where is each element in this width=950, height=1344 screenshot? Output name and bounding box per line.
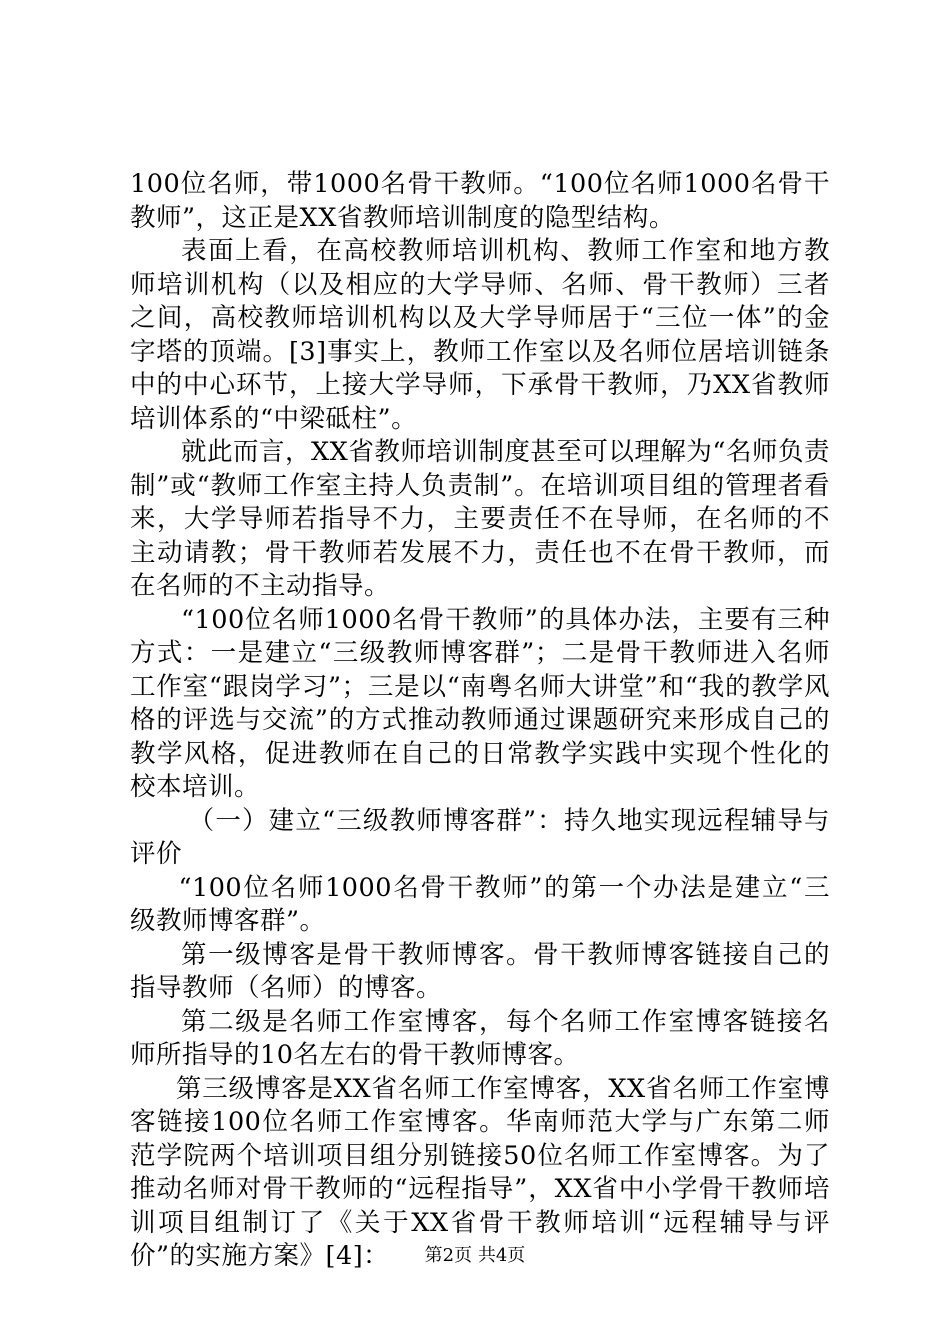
- paragraph-3: 就此而言，XX省教师培训制度甚至可以理解为“名师负责制”或“教师工作室主持人负责制”。在培训项目组的管理者看来，大学导师若指导不力，主要责任不在导师，在名师的不主动请教；骨干教师若发展不力，责任也不在骨干教师，而在名师的不主动指导。: [130, 437, 830, 601]
- paragraph-4: “100位名师1000名骨干教师”的具体办法，主要有三种方式：一是建立“三级教师博客群”；二是骨干教师进入名师工作室“跟岗学习”；三是以“南粤名师大讲堂”和“我的教学风格的评选与交流”的方式推动教师通过课题研究来形成自己的教学风格，促进教师在自己的日常教学实践中实现个性化的校本培训。: [130, 604, 830, 802]
- paragraph-2: 表面上看，在高校教师培训机构、教师工作室和地方教师培训机构（以及相应的大学导师、名师、骨干教师）三者之间，高校教师培训机构以及大学导师居于“三位一体”的金字塔的顶端。[3]事实上，教师工作室以及名师位居培训链条中的中心环节，上接大学导师，下承骨干教师，乃XX省教师培训体系的“中梁砥柱”。: [130, 236, 830, 434]
- page-footer: 第2页 共4页: [424, 1245, 526, 1266]
- paragraph-6: 第一级博客是骨干教师博客。骨干教师博客链接自己的指导教师（名师）的博客。: [130, 939, 830, 1003]
- document-body: [130, 168, 830, 1274]
- paragraph-5: “100位名师1000名骨干教师”的第一个办法是建立“三级教师博客群”。: [130, 872, 830, 936]
- paragraph-8: 第三级博客是XX省名师工作室博客，XX省名师工作室博客链接100位名师工作室博客。华南师范大学与广东第二师范学院两个培训项目组分别链接50位名师工作室博客。为了推动名师对骨干教师的“远程指导”，XX省中小学骨干教师培训项目组制订了《关于XX省骨干教师培训“远程辅导与评价”的实施方案》[4]：: [130, 1073, 830, 1271]
- paragraph-7: 第二级是名师工作室博客，每个名师工作室博客链接名师所指导的10名左右的骨干教师博客。: [130, 1006, 830, 1070]
- section-heading: （一）建立“三级教师博客群”：持久地实现远程辅导与评价: [130, 805, 830, 869]
- paragraph-1: 100位名师，带1000名骨干教师。“100位名师1000名骨干教师”，这正是XX省教师培训制度的隐型结构。: [130, 169, 830, 233]
